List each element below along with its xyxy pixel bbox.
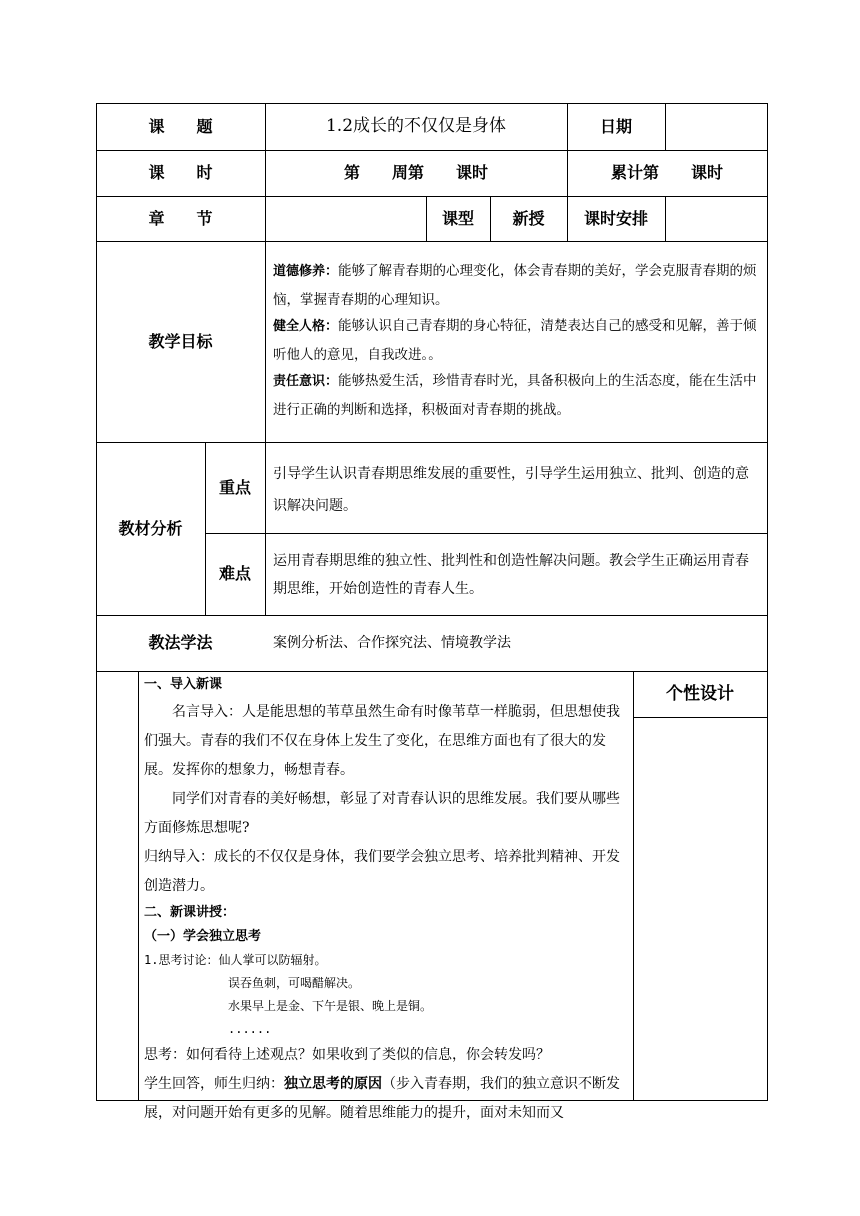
objective-item (273, 367, 761, 425)
topic-label: 课 题 (148, 117, 213, 136)
personal-design-label: 个性设计 (666, 684, 734, 704)
objective-title: 健全人格： (273, 319, 339, 334)
objective-item (273, 312, 761, 370)
column-divider (633, 671, 634, 1100)
objective-title: 道德修养： (273, 264, 339, 279)
objective-text: 能够认识自己青春期的身心特征，清楚表达自己的感受和见解，善于倾听他人的意见，自我改进。。 (273, 318, 757, 363)
difficulty-label: 难点 (218, 564, 251, 583)
section-new-lesson-title: 二、新课讲授： (144, 905, 236, 920)
discussion-line: 水果早上是金、下午是银、晚上是铜。 (228, 999, 433, 1013)
answer-key-term: 独立思考的原因 (284, 1076, 382, 1092)
arrangement-value[interactable] (665, 196, 767, 241)
methods-text: 案例分析法、合作探究法、情境教学法 (273, 635, 511, 651)
topic-value: 1.2成长的不仅仅是身体 (325, 116, 507, 136)
chapter-value[interactable] (265, 196, 426, 241)
row-divider (205, 533, 767, 534)
discussion-line: ...... (228, 1022, 272, 1036)
key-point-label: 重点 (218, 478, 251, 497)
objective-item (273, 257, 761, 315)
date-label: 日期 (599, 117, 632, 136)
period-week: 第 周第 课时 (343, 163, 488, 182)
row-divider (633, 717, 767, 718)
answer-prefix: 学生回答，师生归纳： (144, 1076, 284, 1092)
objective-text: 能够了解青春期的心理变化，体会青春期的美好，学会克服青春期的烦恼，掌握青春期的心理知识。 (273, 263, 757, 308)
intro-summary: 归纳导入：成长的不仅仅是身体，我们要学会独立思考、培养批判精神、开发创造潜力。 (144, 849, 620, 894)
methods-label: 教法学法 (148, 633, 213, 652)
key-point-text: 引导学生认识青春期思维发展的重要性，引导学生运用独立、批判、创造的意识解决问题。 (273, 466, 749, 514)
answer-text: （步入青春期，我们的独立意识不断发展，对问题开始有更多的见解。随着思维能力的提升，面对未知而又 (144, 1076, 620, 1121)
lesson-type-value: 新授 (512, 209, 545, 228)
difficulty-text: 运用青春期思维的独立性、批判性和创造性解决问题。教会学生正确运用青春期思维，开始创造性的青春人生。 (273, 553, 749, 597)
intro-paragraph: 名言导入：人是能思想的苇草虽然生命有时像苇草一样脆弱，但思想使我们强大。青春的我们不仅在身体上发生了变化，在思维方面也有了很大的发展。发挥你的想象力，畅想青春。 (144, 704, 620, 778)
objectives-list (273, 257, 761, 425)
column-divider (138, 671, 139, 1100)
intro-paragraph: 同学们对青春的美好畅想，彰显了对青春认识的思维发展。我们要从哪些方面修炼思想呢? (144, 791, 620, 836)
chapter-label: 章 节 (148, 209, 213, 228)
objectives-label: 教学目标 (148, 332, 213, 351)
question-line: 思考：如何看待上述观点？如果收到了类似的信息，你会转发吗？ (144, 1047, 550, 1063)
discussion-line: 1.思考讨论：仙人掌可以防辐射。 (144, 953, 327, 967)
period-total: 累计第 课时 (610, 163, 723, 182)
objective-text: 能够热爱生活，珍惜青春时光，具备积极向上的生活态度，能在生活中进行正确的判断和选择，积极面对青春期的挑战。 (273, 373, 757, 418)
process-content (144, 675, 630, 1128)
analysis-label: 教材分析 (118, 519, 183, 538)
discussion-line: 误吞鱼刺，可喝醋解决。 (228, 976, 361, 990)
arrangement-label: 课时安排 (583, 209, 648, 228)
subsection-title: （一）学会独立思考 (144, 929, 262, 944)
period-label: 课 时 (148, 163, 213, 182)
date-value[interactable] (665, 103, 767, 150)
objective-title: 责任意识： (273, 374, 339, 389)
answer-paragraph (144, 1070, 630, 1128)
section-intro-title: 一、导入新课 (144, 677, 223, 692)
lesson-type-label: 课型 (441, 209, 474, 228)
table-right-border (767, 103, 768, 1101)
